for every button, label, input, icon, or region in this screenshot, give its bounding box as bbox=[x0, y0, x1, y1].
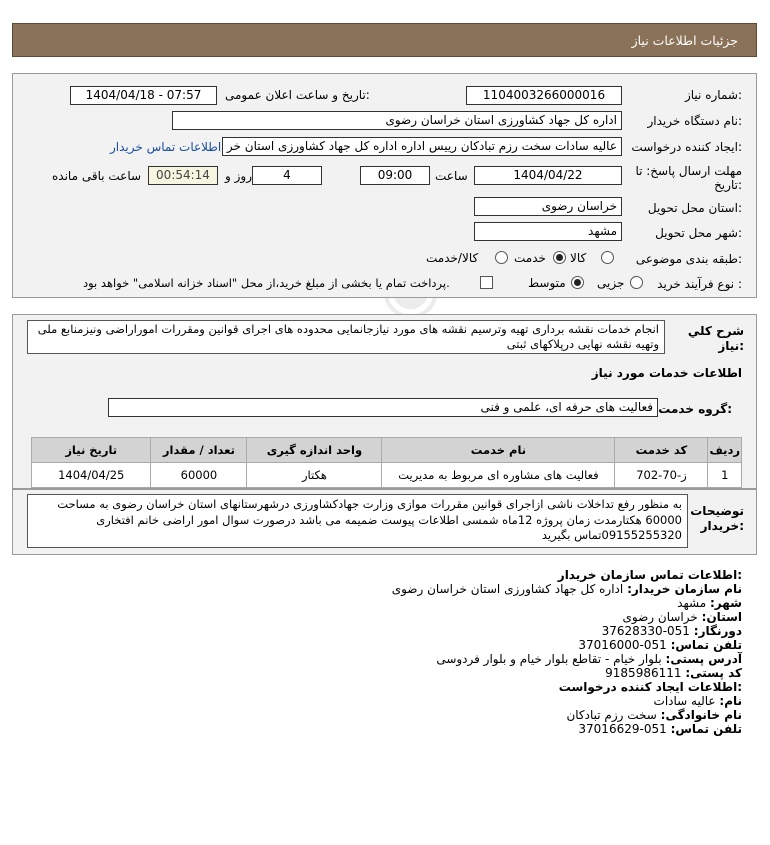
buyer-fax-line bbox=[602, 624, 742, 638]
notes-label-buyer: خریدار: bbox=[700, 519, 744, 533]
process-type-label: نوع فرآیند خرید : bbox=[657, 277, 742, 291]
buyer-postal-value: 9185986111 bbox=[605, 666, 682, 680]
buyer-phone-value: 051-37016000 bbox=[578, 638, 667, 652]
creator-contact-title: اطلاعات ایجاد کننده درخواست: bbox=[558, 680, 742, 694]
page-title: جزئیات اطلاعات نیاز bbox=[631, 33, 738, 48]
buyer-postal-line bbox=[605, 666, 742, 680]
cell-qty: 60000 bbox=[151, 463, 247, 488]
days-field: 4 bbox=[252, 166, 322, 185]
province-field: خراسان رضوی bbox=[474, 197, 622, 216]
page-header bbox=[12, 23, 757, 57]
col-code: کد خدمت bbox=[615, 438, 708, 463]
deadline-time-label: ساعت bbox=[435, 169, 468, 183]
city-label: شهر محل تحویل: bbox=[655, 226, 742, 240]
buyer-phone-label: تلفن تماس: bbox=[670, 638, 742, 652]
category-radio-goods[interactable] bbox=[601, 251, 614, 264]
services-table bbox=[31, 437, 742, 488]
creator-family-line bbox=[566, 708, 742, 722]
buyer-org-line-value: اداره کل جهاد کشاورزی استان خراسان رضوی bbox=[391, 582, 624, 596]
requester-label: ایجاد کننده درخواست: bbox=[631, 140, 742, 154]
buyer-contact-title: اطلاعات تماس سازمان خریدار: bbox=[557, 568, 742, 582]
remaining-time-label: ساعت باقی مانده bbox=[52, 169, 142, 183]
col-date: تاریخ نیاز bbox=[32, 438, 151, 463]
cell-code: ز-70-702 bbox=[615, 463, 708, 488]
category-radio-goods-service[interactable] bbox=[495, 251, 508, 264]
service-group-field: فعالیت های حرفه ای، علمی و فنی bbox=[108, 398, 658, 417]
cell-unit: هکتار bbox=[247, 463, 382, 488]
buyer-org-field: اداره کل جهاد کشاورزی استان خراسان رضوی bbox=[172, 111, 622, 130]
buyer-province-label: استان: bbox=[701, 610, 742, 624]
buyer-phone-line bbox=[578, 638, 742, 652]
creator-phone-value: 051-37016629 bbox=[578, 722, 667, 736]
buyer-org-label: نام دستگاه خریدار: bbox=[647, 114, 742, 128]
service-group-label: گروه خدمت: bbox=[658, 402, 732, 416]
city-field: مشهد bbox=[474, 222, 622, 241]
creator-phone-label: تلفن تماس: bbox=[670, 722, 742, 736]
col-name: نام خدمت bbox=[382, 438, 615, 463]
col-qty: تعداد / مقدار bbox=[151, 438, 247, 463]
buyer-address-value: بلوار خیام - تقاطع بلوار خیام و بلوار فردوسی bbox=[436, 652, 662, 666]
process-radio-medium[interactable] bbox=[571, 276, 584, 289]
category-radio-service[interactable] bbox=[553, 251, 566, 264]
announce-date-label: تاریخ و ساعت اعلان عمومی: bbox=[225, 88, 370, 102]
cell-date: 1404/04/25 bbox=[32, 463, 151, 488]
table-header-row bbox=[32, 438, 742, 463]
days-label: روز و bbox=[225, 169, 252, 183]
process-option-medium: متوسط bbox=[528, 276, 566, 290]
buyer-postal-label: کد پستی: bbox=[685, 666, 742, 680]
creator-phone-line bbox=[578, 722, 742, 736]
announce-date-field: 1404/04/18 - 07:57 bbox=[70, 86, 217, 105]
process-option-minor: جزیی bbox=[597, 276, 625, 290]
category-option-service: خدمت bbox=[514, 251, 546, 265]
summary-label-need: نیاز: bbox=[718, 339, 744, 353]
need-number-field: 1104003266000016 bbox=[466, 86, 622, 105]
creator-name-value: عالیه سادات bbox=[653, 694, 716, 708]
notes-text: به منظور رفع تداخلات ناشی ازاجرای قوانین مقررات موازی وزارت جهادکشاورزی درشهرستانهای استان خراسان رضوی به مساحت 60000 هکتارمدت زمان پروژه 12ماه شمسی اطلاعات پیوست ضمیمه می باشد درصورت سوال امور اراضی خانم افتخاری 09155255320تماس بگیرید bbox=[27, 494, 688, 548]
creator-family-value: سخت رزم تبادکان bbox=[566, 708, 657, 722]
col-unit: واحد اندازه گیری bbox=[247, 438, 382, 463]
category-label: طبقه بندی موضوعی: bbox=[635, 252, 742, 266]
remaining-time-field: 00:54:14 bbox=[148, 166, 218, 185]
treasury-payment-label: پرداخت تمام یا بخشی از مبلغ خرید،از محل "اسناد خزانه اسلامی" خواهد بود. bbox=[83, 276, 450, 290]
deadline-time-field: 09:00 bbox=[360, 166, 430, 185]
treasury-payment-checkbox[interactable] bbox=[480, 276, 493, 289]
category-option-goods-service: کالا/خدمت bbox=[426, 251, 479, 265]
buyer-org-line-label: نام سازمان خریدار: bbox=[627, 582, 742, 596]
buyer-fax-label: دورنگار: bbox=[693, 624, 742, 638]
buyer-city-label: شهر: bbox=[710, 596, 742, 610]
buyer-province-value: خراسان رضوی bbox=[622, 610, 698, 624]
creator-family-label: نام خانوادگی: bbox=[660, 708, 742, 722]
process-radio-minor[interactable] bbox=[630, 276, 643, 289]
deadline-date-field: 1404/04/22 bbox=[474, 166, 622, 185]
buyer-address-line bbox=[436, 652, 742, 666]
deadline-label-date: تاریخ: bbox=[714, 178, 742, 192]
buyer-province-line bbox=[623, 610, 742, 624]
deadline-label: مهلت ارسال پاسخ: تا bbox=[635, 164, 742, 178]
cell-row: 1 bbox=[708, 463, 742, 488]
province-label: استان محل تحویل: bbox=[647, 201, 742, 215]
creator-name-label: نام: bbox=[719, 694, 742, 708]
buyer-fax-value: 051-37628330 bbox=[601, 624, 690, 638]
buyer-address-label: آدرس پستی: bbox=[665, 652, 742, 666]
need-number-label: شماره نیاز: bbox=[684, 88, 742, 102]
buyer-city-line bbox=[677, 596, 742, 610]
table-row bbox=[32, 463, 742, 488]
notes-label: توضیحات bbox=[690, 504, 744, 518]
buyer-contact-link[interactable]: اطلاعات تماس خریدار bbox=[110, 140, 222, 154]
summary-label: شرح کلي bbox=[687, 324, 744, 338]
cell-name: فعالیت های مشاوره ای مربوط به مدیریت bbox=[382, 463, 615, 488]
col-row: ردیف bbox=[708, 438, 742, 463]
creator-name-line bbox=[654, 694, 742, 708]
summary-text: انجام خدمات نقشه برداری تهیه وترسیم نقشه های مورد نیازجانمایی محدوده های اجرای قوانین ومقررات اموراراضی ونیزمنابع ملی وتهیه نقشه نهایی درپلاکهای ثبتی bbox=[27, 320, 665, 354]
category-option-goods: کالا bbox=[570, 251, 587, 265]
requester-field: عالیه سادات سخت رزم تبادکان رییس اداره اداره کل جهاد کشاورزی استان خر bbox=[222, 137, 622, 156]
services-title: اطلاعات خدمات مورد نیاز bbox=[591, 366, 742, 380]
buyer-city-value: مشهد bbox=[677, 596, 707, 610]
buyer-org-line bbox=[392, 582, 742, 596]
